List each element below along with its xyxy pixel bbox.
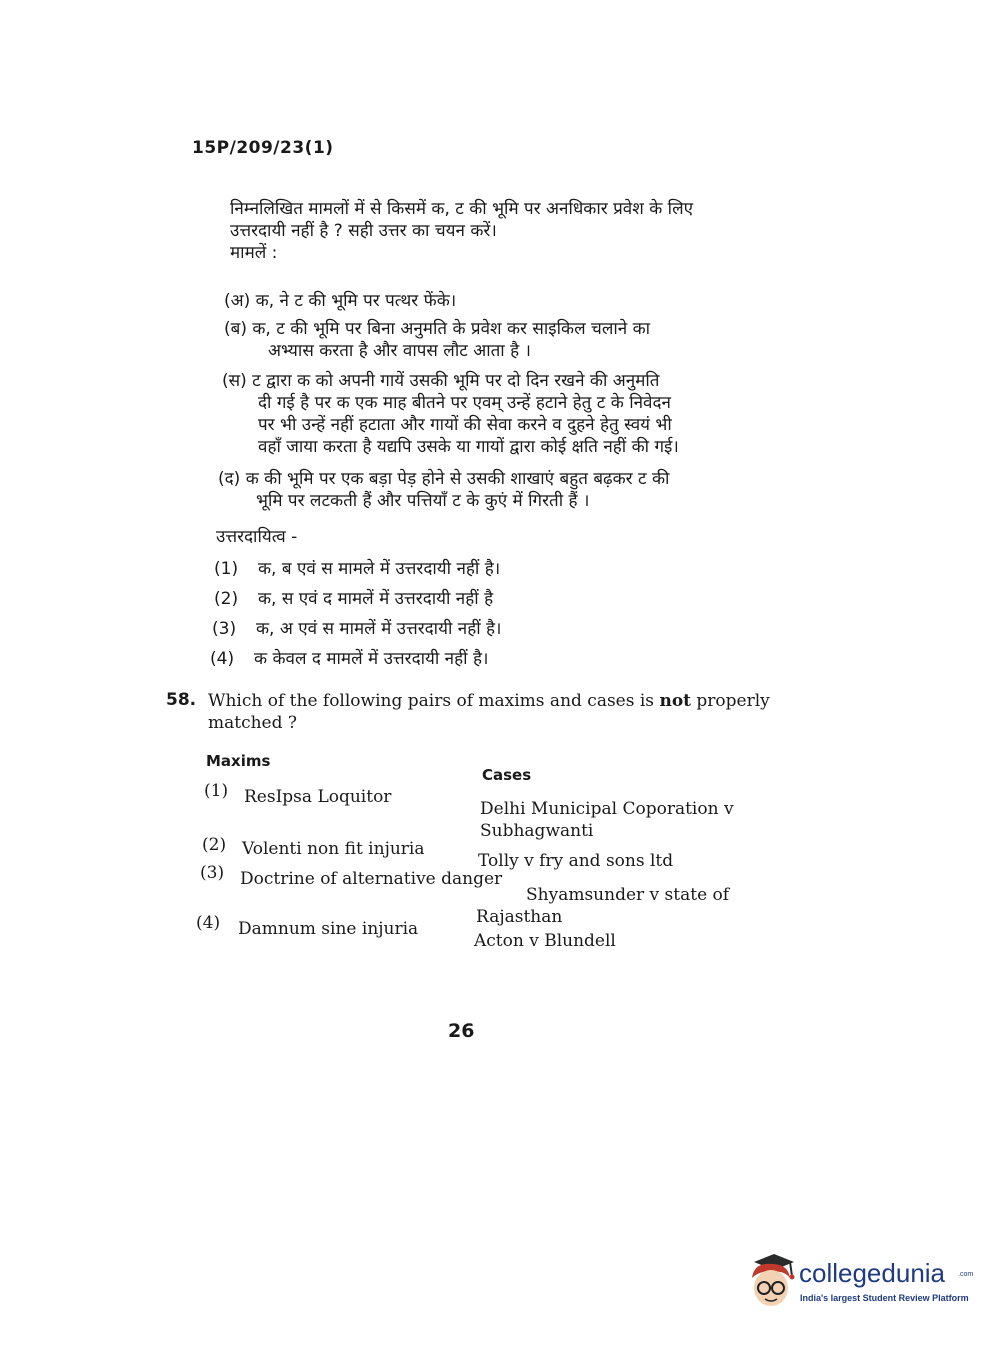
row-1-case: [480, 798, 734, 842]
row-3-case-line1: Shyamsunder v state of: [526, 885, 730, 905]
q58-text-before: Which of the following pairs of maxims and cases is: [208, 691, 660, 711]
q57-liability-label: उत्तरदायित्व -: [216, 527, 298, 547]
row-1-number: (1): [204, 781, 229, 801]
row-2-maxim: Volenti non fit injuria: [242, 839, 425, 859]
col-header-maxims: Maxims: [206, 752, 271, 770]
option-text: क, अ एवं स मामलें में उत्तरदायी नहीं है।: [256, 619, 502, 639]
q57-stem: [230, 198, 693, 264]
col-header-cases: Cases: [482, 766, 532, 784]
option-number: (1): [214, 559, 239, 579]
q57-cases-label: मामलें :: [230, 243, 278, 263]
q57-case-c-line1: (स) ट द्वारा क को अपनी गायें उसकी भूमि पर दो दिन रखने की अनुमति: [222, 371, 660, 391]
q58-text-after: properly matched ?: [208, 691, 770, 733]
brand-name: collegedunia: [799, 1258, 946, 1288]
option-number: (4): [210, 649, 235, 669]
q57-case-d-line2: भूमि पर लटकती हैं और पत्तियाँ ट के कुएं में गिरती हैं ।: [256, 491, 590, 511]
q57-case-c-line3: पर भी उन्हें नहीं हटाता और गायों की सेवा करने व दुहने हेतु स्वयं भी: [258, 415, 672, 435]
brand-tagline: India's largest Student Review Platform: [800, 1293, 969, 1303]
brand-domain-suffix: .com: [958, 1271, 974, 1278]
row-3-case: [476, 884, 729, 928]
q57-case-b-line2: अभ्यास करता है और वापस लौट आता है ।: [268, 341, 531, 361]
row-1-case-line1: Delhi Municipal Coporation v: [480, 799, 734, 819]
row-4-case: Acton v Blundell: [474, 931, 616, 951]
q57-case-c-line4: वहाँ जाया करता है यद्यपि उसके या गायों द्वारा कोई क्षति नहीं की गई।: [258, 437, 679, 457]
option-text: क, ब एवं स मामले में उत्तरदायी नहीं है।: [258, 559, 501, 579]
q57-option-3[interactable]: [212, 616, 502, 639]
row-3-maxim: Doctrine of alternative danger: [240, 869, 503, 889]
row-4-maxim: Damnum sine injuria: [238, 919, 419, 939]
q58-question-text: [208, 690, 808, 734]
option-text: क, स एवं द मामलें में उत्तरदायी नहीं है: [258, 589, 494, 609]
q57-case-a: (अ) क, ने ट की भूमि पर पत्थर फेंके।: [224, 291, 457, 311]
q57-stem-line1: निम्नलिखित मामलों में से किसमें क, ट की भूमि पर अनधिकार प्रवेश के लिए: [230, 199, 693, 219]
row-4-number: (4): [196, 913, 221, 933]
option-number: (2): [214, 589, 239, 609]
row-1-maxim: ResIpsa Loquitor: [244, 787, 392, 807]
q57-stem-line2: उत्तरदायी नहीं है ? सही उत्तर का चयन करें।: [230, 221, 497, 241]
paper-code: 15P/209/23(1): [192, 138, 334, 158]
q57-case-b-line1: (ब) क, ट की भूमि पर बिना अनुमति के प्रवेश कर साइकिल चलाने का: [224, 319, 651, 339]
q57-case-b: [224, 318, 650, 362]
option-text: क केवल द मामलें में उत्तरदायी नहीं है।: [254, 649, 489, 669]
collegedunia-logo[interactable]: [744, 1248, 974, 1318]
q57-option-2[interactable]: [214, 586, 493, 609]
q58-text-bold: not: [659, 691, 692, 711]
page-number: 26: [448, 1020, 475, 1042]
q57-case-c-line2: दी गई है पर क एक माह बीतने पर एवम् उन्हें हटाने हेतु ट के निवेदन: [258, 393, 671, 413]
q58-number: 58.: [166, 690, 197, 710]
q57-option-4[interactable]: [210, 646, 488, 669]
row-1-case-line2: Subhagwanti: [480, 821, 594, 841]
row-2-case: Tolly v fry and sons ltd: [478, 851, 674, 871]
q57-option-1[interactable]: [214, 556, 500, 579]
row-3-number: (3): [200, 863, 225, 883]
row-3-case-line2: Rajasthan: [476, 907, 563, 927]
student-mascot-icon: [744, 1248, 800, 1312]
q57-case-d: [218, 468, 669, 512]
option-number: (3): [212, 619, 237, 639]
row-2-number: (2): [202, 835, 227, 855]
q57-case-c: [222, 370, 679, 458]
q57-case-d-line1: (द) क की भूमि पर एक बड़ा पेड़ होने से उसकी शाखाएं बहुत बढ़कर ट की: [218, 469, 670, 489]
